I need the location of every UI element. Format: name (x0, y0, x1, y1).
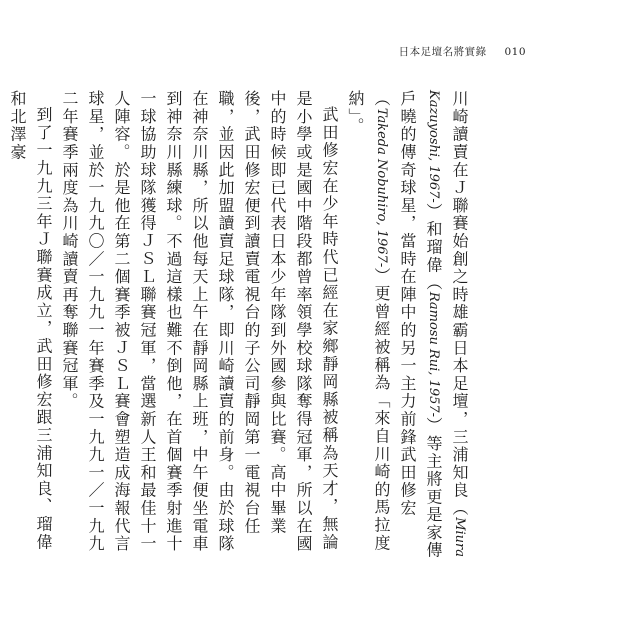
body-text (8, 90, 472, 568)
paragraph (4, 90, 56, 568)
paragraph (342, 90, 472, 568)
text-run: 川崎讀賣在Ｊ聯賽始創之時雄霸日本足壇，三浦知良（ (450, 90, 469, 518)
romanized-name: Takeda Nobuhiro, 1967- (374, 107, 389, 268)
running-title: 日本足壇名將實錄 (398, 46, 487, 58)
text-run: 武田修宏在少年時代已經在家鄉靜岡縣被稱為天才，無論是小學或是國中階段都曾率領學校球隊奪得冠軍，所以在國中的時候即已代表日本少年隊到外國參與比賽。高中畢業後，武田修宏便到讀賣電視台的子公司靜岡第一電視台任職，並因此加盟讀賣足球隊，即川崎讀賣的前身。由於球隊在神奈川縣，所以他每天上午在靜岡縣上班，中午便坐電車到神奈川縣練球。不過這樣也難不倒他，在首個賽季射進十一球協助球隊獲得ＪＳＬ聯賽冠軍，當選新人王和最佳十一人陣容。於是他在第二個賽季被ＪＳＬ賽會塑造成海報代言球星，並於一九九〇／一九九一年賽季及一九九一／一九九二年賽季兩度為川崎讀賣再奪聯賽冠軍。 (60, 90, 339, 553)
text-run: ）等主將更是家傳戶曉的傳奇球星，當時在陣中的另一主力前鋒武田修宏（ (372, 90, 443, 560)
text-run: ）更曾經被稱為「來自川崎的馬拉度納」。 (346, 90, 391, 553)
text-run: 到了一九九三年Ｊ聯賽成立，武田修宏跟三浦知良、瑠偉和北澤豪 (8, 90, 53, 551)
paragraph (56, 90, 342, 568)
romanized-name: Miura Kazuyoshi, 1967- (426, 90, 467, 558)
romanized-name: Ramosu Rui, 1957- (426, 291, 441, 418)
text-run: ）和瑠偉（ (424, 202, 443, 292)
page-header (399, 44, 526, 59)
page-number: 010 (504, 46, 526, 58)
